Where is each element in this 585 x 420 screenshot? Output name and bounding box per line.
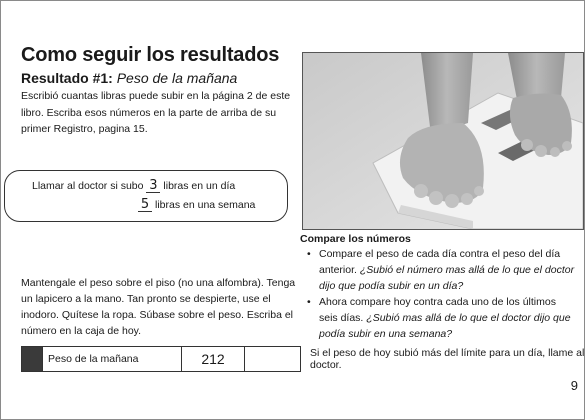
week-limit-suffix: libras en una semana (155, 199, 256, 211)
compare-list (305, 246, 577, 342)
weighing-instructions: Mantengale el peso sobre el piso (no una alfombra). Tenga un lapicero a la mano. Tan pronto se despierte, use el inodoro. Quítese la ropa. Súbase sobre el peso. Escriba el número en la caja de hoy. (21, 277, 296, 337)
compare-item-daily (305, 246, 577, 294)
compare-item-daily-text: Compare el peso de cada día contra el peso del día anterior. (319, 248, 561, 276)
result-label: Resultado #1: (21, 70, 113, 86)
result-name: Peso de la mañana (116, 70, 238, 86)
call-doctor-box (4, 170, 288, 222)
day-limit-value: 3 (146, 180, 160, 193)
log-row-label: Peso de la mañana (42, 347, 181, 371)
page-title: Como seguir los resultados (21, 44, 280, 66)
week-limit-value: 5 (138, 199, 152, 212)
log-row-value: 212 (181, 347, 244, 371)
log-row-empty-cell (244, 347, 300, 371)
row-marker (22, 347, 42, 371)
compare-heading: Compare los números (300, 233, 411, 245)
intro-paragraph: Escribió cuantas libras puede subir en la página 2 de este libro. Escriba esos números en la parte de arriba de su primer Registro, pagina 15. (21, 90, 291, 135)
page-number: 9 (570, 378, 578, 393)
call-doctor-day-line (32, 180, 235, 193)
call-doctor-prefix: Llamar al doctor si subo (32, 180, 144, 192)
weight-log-row (21, 346, 301, 372)
result-heading (21, 70, 237, 86)
compare-item-weekly-question: ¿Subió mas allá de lo que el doctor dijo que podía subir en una semana? (319, 312, 571, 340)
compare-item-weekly (305, 294, 577, 342)
compare-item-daily-question: ¿Subió el número mas allá de lo que el doctor dijo que podía subir en un día? (319, 264, 575, 292)
day-limit-suffix: libras en un día (163, 180, 236, 192)
compare-item-weekly-text: Ahora compare hoy contra cada uno de los últimos seis días. (319, 296, 556, 324)
scale-photo (302, 52, 584, 230)
limit-note: Si el peso de hoy subió más del límite para un día, llame al doctor. (310, 347, 585, 371)
call-doctor-week-line (138, 199, 255, 212)
feet-on-scale-illustration (303, 53, 583, 229)
